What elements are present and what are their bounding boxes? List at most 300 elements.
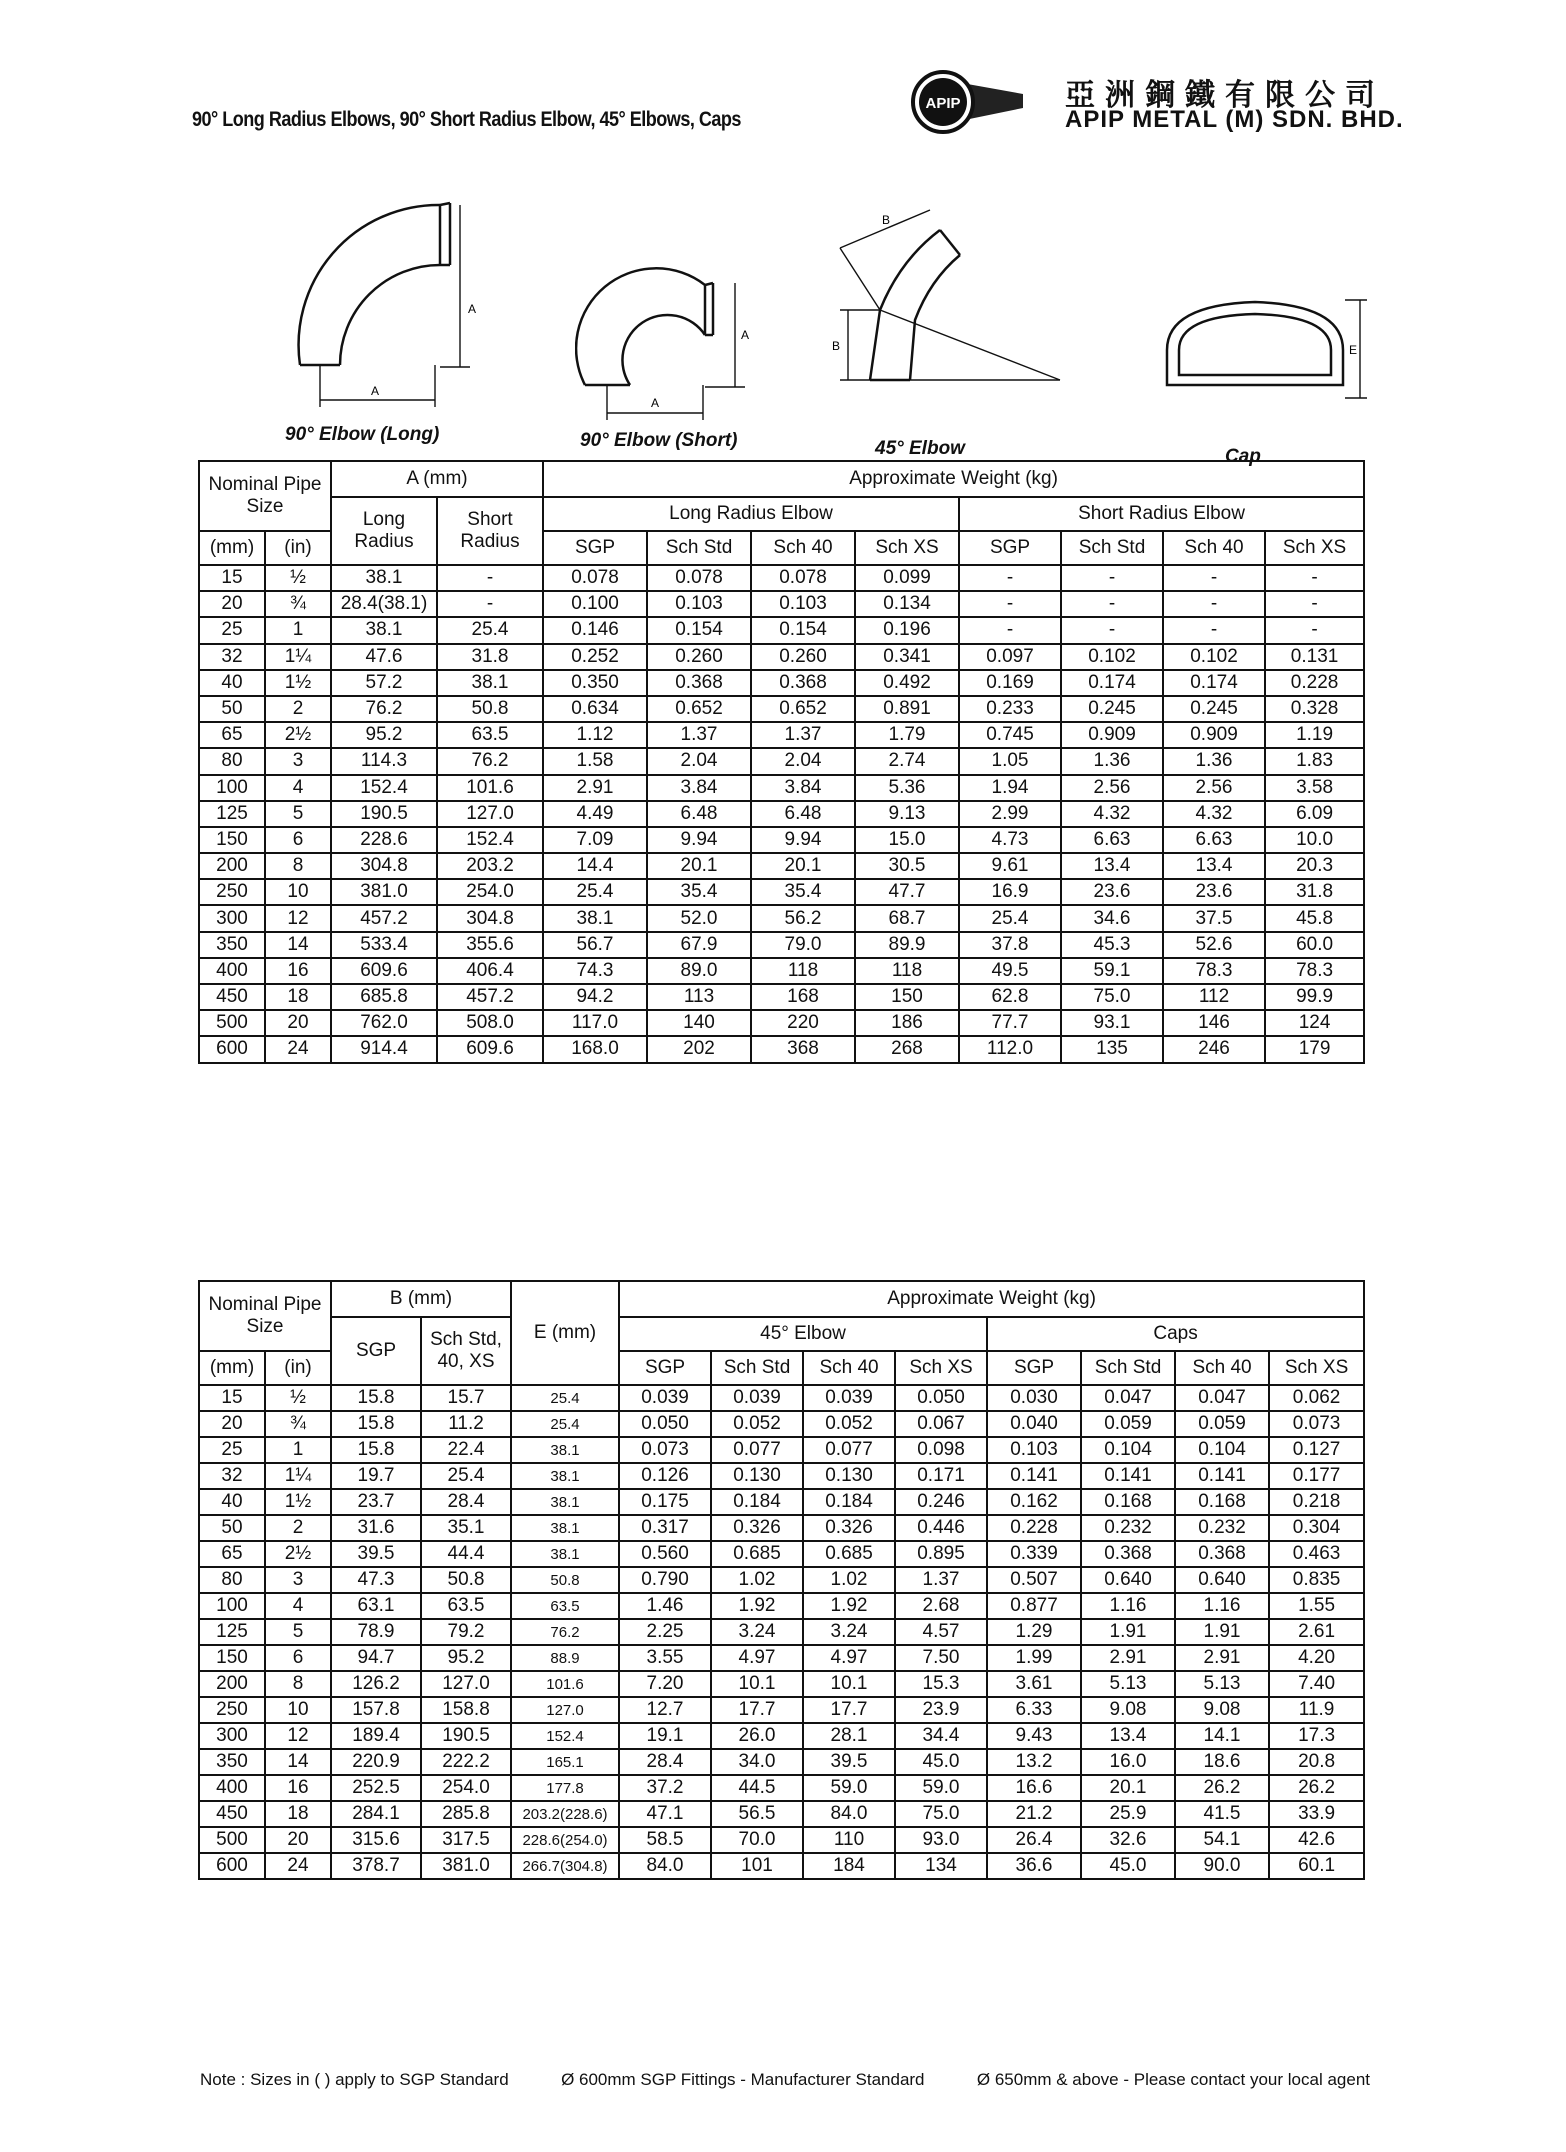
- table-cell: ¾: [265, 591, 331, 617]
- table-cell: 26.4: [987, 1827, 1081, 1853]
- table-cell: 101: [711, 1853, 803, 1879]
- table-cell: 80: [199, 1567, 265, 1593]
- table-cell: 45.0: [1081, 1853, 1175, 1879]
- table-cell: 0.146: [543, 617, 647, 643]
- table-cell: -: [1163, 617, 1265, 643]
- table-cell: 0.168: [1081, 1489, 1175, 1515]
- header-caps: Caps: [987, 1317, 1364, 1351]
- table-cell: 0.130: [711, 1463, 803, 1489]
- table-cell: 0.350: [543, 670, 647, 696]
- table-cell: -: [959, 617, 1061, 643]
- table-cell: 63.5: [421, 1593, 511, 1619]
- table-cell: 21.2: [987, 1801, 1081, 1827]
- table-cell: 203.2: [437, 853, 543, 879]
- table-cell: 20: [265, 1827, 331, 1853]
- table-cell: 38.1: [511, 1437, 619, 1463]
- table-row: [199, 1515, 1364, 1541]
- 45-elbow-caption: 45° Elbow: [875, 438, 965, 459]
- table-cell: 16.9: [959, 879, 1061, 905]
- table-cell: 254.0: [437, 879, 543, 905]
- table-cell: 1.99: [987, 1645, 1081, 1671]
- table-cell: 93.0: [895, 1827, 987, 1853]
- header-approx-weight: Approximate Weight (kg): [543, 461, 1364, 497]
- 45-elbow-diagram: [820, 200, 1080, 420]
- table-cell: 152.4: [331, 775, 437, 801]
- table-cell: 158.8: [421, 1697, 511, 1723]
- table-cell: 70.0: [711, 1827, 803, 1853]
- table-cell: 189.4: [331, 1723, 421, 1749]
- header-sub-3: Sch XS: [855, 531, 959, 565]
- table-cell: 19.1: [619, 1723, 711, 1749]
- table-cell: 101.6: [437, 775, 543, 801]
- table-cell: 0.154: [751, 617, 855, 643]
- table-cell: 10: [265, 879, 331, 905]
- header-mm: (mm): [199, 531, 265, 565]
- table-cell: 3.24: [711, 1619, 803, 1645]
- table-cell: 0.184: [711, 1489, 803, 1515]
- table-cell: 6.09: [1265, 801, 1364, 827]
- table-cell: 157.8: [331, 1697, 421, 1723]
- header-sub-7: Sch XS: [1265, 531, 1364, 565]
- table-cell: 350: [199, 1749, 265, 1775]
- header-sub-7: Sch XS: [1269, 1351, 1364, 1385]
- table-cell: 457.2: [437, 984, 543, 1010]
- header-sub-5: Sch Std: [1081, 1351, 1175, 1385]
- table-cell: 5.13: [1081, 1671, 1175, 1697]
- table-cell: 5: [265, 801, 331, 827]
- cap-caption: Cap: [1225, 446, 1261, 467]
- table-cell: 110: [803, 1827, 895, 1853]
- table-cell: 32: [199, 1463, 265, 1489]
- table-cell: 2: [265, 696, 331, 722]
- table-cell: 16: [265, 1775, 331, 1801]
- table-cell: 3.24: [803, 1619, 895, 1645]
- table-cell: 0.177: [1269, 1463, 1364, 1489]
- table-cell: 100: [199, 1593, 265, 1619]
- table-cell: 450: [199, 984, 265, 1010]
- table-cell: 0.260: [647, 644, 751, 670]
- table-cell: 50: [199, 1515, 265, 1541]
- table-row: [199, 748, 1364, 774]
- table-cell: 246: [1163, 1036, 1265, 1062]
- table-cell: 4.20: [1269, 1645, 1364, 1671]
- table-cell: 0.339: [987, 1541, 1081, 1567]
- table-cell: 0.685: [803, 1541, 895, 1567]
- table-cell: 317.5: [421, 1827, 511, 1853]
- table-cell: 4.97: [803, 1645, 895, 1671]
- table-cell: 0.047: [1175, 1385, 1269, 1411]
- table-cell: -: [1163, 565, 1265, 591]
- table-cell: 9.13: [855, 801, 959, 827]
- table-cell: 1.02: [711, 1567, 803, 1593]
- table-cell: 0.835: [1269, 1567, 1364, 1593]
- table-cell: 0.326: [711, 1515, 803, 1541]
- table-cell: 59.0: [895, 1775, 987, 1801]
- table-cell: -: [959, 591, 1061, 617]
- table-row: [199, 1619, 1364, 1645]
- table-cell: 50: [199, 696, 265, 722]
- table-cell: 88.9: [511, 1645, 619, 1671]
- footnotes: [200, 2070, 1370, 2090]
- table-cell: -: [1265, 565, 1364, 591]
- header-a-mm: A (mm): [331, 461, 543, 497]
- table-cell: 68.7: [855, 905, 959, 931]
- table-cell: 268: [855, 1036, 959, 1062]
- table-cell: ½: [265, 565, 331, 591]
- table-cell: 250: [199, 1697, 265, 1723]
- header-in-2: (in): [265, 1351, 331, 1385]
- table-row: [199, 1010, 1364, 1036]
- table-cell: 31.8: [437, 644, 543, 670]
- table-cell: 0.099: [855, 565, 959, 591]
- table-row: [199, 801, 1364, 827]
- table-cell: 3: [265, 1567, 331, 1593]
- table-cell: 47.7: [855, 879, 959, 905]
- table-cell: 0.368: [1081, 1541, 1175, 1567]
- table-cell: 0.246: [895, 1489, 987, 1515]
- table-cell: 63.1: [331, 1593, 421, 1619]
- table-cell: 2.91: [1175, 1645, 1269, 1671]
- table-cell: 1.16: [1081, 1593, 1175, 1619]
- header-in: (in): [265, 531, 331, 565]
- table-cell: 381.0: [331, 879, 437, 905]
- table-cell: 23.7: [331, 1489, 421, 1515]
- company-name-chinese: 亞洲鋼鐵有限公司: [1065, 78, 1385, 113]
- table-cell: 0.059: [1175, 1411, 1269, 1437]
- table-row: [199, 879, 1364, 905]
- table-cell: 15: [199, 565, 265, 591]
- table-cell: 26.0: [711, 1723, 803, 1749]
- table-cell: 222.2: [421, 1749, 511, 1775]
- table-cell: 12: [265, 1723, 331, 1749]
- table-cell: 0.050: [895, 1385, 987, 1411]
- header-sub-6: Sch 40: [1175, 1351, 1269, 1385]
- table-cell: 100: [199, 775, 265, 801]
- table-cell: 0.078: [543, 565, 647, 591]
- table-cell: 228.6: [331, 827, 437, 853]
- table-cell: 0.102: [1163, 644, 1265, 670]
- table-cell: 59.0: [803, 1775, 895, 1801]
- table-cell: 1.19: [1265, 722, 1364, 748]
- table-cell: 202: [647, 1036, 751, 1062]
- table-cell: 7.09: [543, 827, 647, 853]
- table-cell: 184: [803, 1853, 895, 1879]
- table-cell: 79.2: [421, 1619, 511, 1645]
- table-cell: 2.74: [855, 748, 959, 774]
- table-cell: 84.0: [619, 1853, 711, 1879]
- table-cell: 168.0: [543, 1036, 647, 1062]
- table-cell: 0.073: [1269, 1411, 1364, 1437]
- table-cell: 33.9: [1269, 1801, 1364, 1827]
- table-cell: 1.79: [855, 722, 959, 748]
- table-row: [199, 722, 1364, 748]
- table-cell: 0.171: [895, 1463, 987, 1489]
- table-cell: 0.228: [1265, 670, 1364, 696]
- table-cell: 186: [855, 1010, 959, 1036]
- table-row: [199, 1645, 1364, 1671]
- table-cell: 0.252: [543, 644, 647, 670]
- table-row: [199, 1411, 1364, 1437]
- table-cell: 0.174: [1163, 670, 1265, 696]
- table-cell: 127.0: [437, 801, 543, 827]
- header-sub-1: Sch Std: [711, 1351, 803, 1385]
- table-cell: 1.05: [959, 748, 1061, 774]
- table-cell: 47.6: [331, 644, 437, 670]
- header-sub-5: Sch Std: [1061, 531, 1163, 565]
- table-cell: 18.6: [1175, 1749, 1269, 1775]
- table-cell: ½: [265, 1385, 331, 1411]
- table-cell: 113: [647, 984, 751, 1010]
- table-cell: 1.37: [895, 1567, 987, 1593]
- table-row: [199, 1749, 1364, 1775]
- note-600mm: Ø 600mm SGP Fittings - Manufacturer Standard: [561, 2070, 925, 2089]
- table-cell: 0.100: [543, 591, 647, 617]
- table-row: [199, 1827, 1364, 1853]
- apip-logo: [905, 62, 1025, 142]
- table-cell: 5.13: [1175, 1671, 1269, 1697]
- table-cell: 457.2: [331, 905, 437, 931]
- elbow45-cap-weight-table: [198, 1280, 1365, 1880]
- table-cell: 13.4: [1081, 1723, 1175, 1749]
- table-cell: 285.8: [421, 1801, 511, 1827]
- table-cell: 0.184: [803, 1489, 895, 1515]
- table-cell: 1.46: [619, 1593, 711, 1619]
- table-cell: 77.7: [959, 1010, 1061, 1036]
- header-45-elbow: 45° Elbow: [619, 1317, 987, 1351]
- table-cell: 378.7: [331, 1853, 421, 1879]
- table-cell: 59.1: [1061, 958, 1163, 984]
- table-cell: 6: [265, 827, 331, 853]
- table-cell: 2½: [265, 722, 331, 748]
- table-cell: 609.6: [331, 958, 437, 984]
- table-row: [199, 1801, 1364, 1827]
- table-cell: -: [1265, 591, 1364, 617]
- table-cell: 56.7: [543, 932, 647, 958]
- table-cell: 20: [199, 1411, 265, 1437]
- long-elbow-dim-a: A: [370, 384, 380, 398]
- table-cell: 0.134: [855, 591, 959, 617]
- table-cell: 10.0: [1265, 827, 1364, 853]
- table-cell: 30.5: [855, 853, 959, 879]
- header-sub-6: Sch 40: [1163, 531, 1265, 565]
- table-cell: 60.1: [1269, 1853, 1364, 1879]
- table-cell: 0.446: [895, 1515, 987, 1541]
- table-cell: 1.91: [1081, 1619, 1175, 1645]
- table-cell: 20.1: [647, 853, 751, 879]
- table-cell: 38.1: [331, 617, 437, 643]
- table-cell: 2.25: [619, 1619, 711, 1645]
- table-cell: 38.1: [511, 1515, 619, 1541]
- table-cell: 126.2: [331, 1671, 421, 1697]
- table-cell: 117.0: [543, 1010, 647, 1036]
- table-cell: 101.6: [511, 1671, 619, 1697]
- table-cell: -: [1061, 565, 1163, 591]
- table-cell: 16.6: [987, 1775, 1081, 1801]
- table-cell: 13.2: [987, 1749, 1081, 1775]
- table-cell: 9.08: [1175, 1697, 1269, 1723]
- table-cell: 124: [1265, 1010, 1364, 1036]
- table-cell: 7.50: [895, 1645, 987, 1671]
- table-cell: 350: [199, 932, 265, 958]
- table-cell: 450: [199, 1801, 265, 1827]
- table-cell: 0.652: [647, 696, 751, 722]
- table-cell: 0.328: [1265, 696, 1364, 722]
- short-elbow-dim-a: A: [650, 396, 660, 410]
- table-cell: 6.48: [751, 801, 855, 827]
- table-cell: 0.492: [855, 670, 959, 696]
- table-cell: 0.067: [895, 1411, 987, 1437]
- table-cell: 1.37: [647, 722, 751, 748]
- table-cell: 14: [265, 932, 331, 958]
- table-cell: 84.0: [803, 1801, 895, 1827]
- table-cell: 38.1: [511, 1541, 619, 1567]
- table-cell: 2½: [265, 1541, 331, 1567]
- table-cell: 78.3: [1265, 958, 1364, 984]
- table-cell: 0.050: [619, 1411, 711, 1437]
- header-short-radius-elbow: Short Radius Elbow: [959, 497, 1364, 531]
- table-cell: 355.6: [437, 932, 543, 958]
- table-row: [199, 696, 1364, 722]
- table-cell: 28.4(38.1): [331, 591, 437, 617]
- table-cell: 1½: [265, 1489, 331, 1515]
- table-cell: 31.6: [331, 1515, 421, 1541]
- table-cell: 4.97: [711, 1645, 803, 1671]
- cap-diagram: [1155, 290, 1370, 410]
- table-cell: 9.94: [647, 827, 751, 853]
- table-cell: 25.9: [1081, 1801, 1175, 1827]
- table-cell: 0.463: [1269, 1541, 1364, 1567]
- table-cell: 13.4: [1061, 853, 1163, 879]
- table-cell: 20.1: [751, 853, 855, 879]
- table-cell: 36.6: [987, 1853, 1081, 1879]
- table-cell: 89.9: [855, 932, 959, 958]
- table-cell: 190.5: [421, 1723, 511, 1749]
- long-elbow-diagram: [270, 185, 490, 415]
- table-cell: 52.6: [1163, 932, 1265, 958]
- table-cell: 1.92: [711, 1593, 803, 1619]
- table-cell: 17.3: [1269, 1723, 1364, 1749]
- table-cell: -: [437, 565, 543, 591]
- table-cell: 368: [751, 1036, 855, 1062]
- table-cell: -: [1061, 591, 1163, 617]
- table-cell: 0.232: [1081, 1515, 1175, 1541]
- table-cell: 45.0: [895, 1749, 987, 1775]
- table-cell: 400: [199, 1775, 265, 1801]
- table-cell: 0.326: [803, 1515, 895, 1541]
- table-row: [199, 1437, 1364, 1463]
- table-cell: 6: [265, 1645, 331, 1671]
- table-cell: 0.507: [987, 1567, 1081, 1593]
- header-b-sgp: SGP: [331, 1317, 421, 1385]
- header-long-radius: Long Radius: [331, 497, 437, 565]
- table-cell: 28.4: [421, 1489, 511, 1515]
- table-cell: 0.103: [751, 591, 855, 617]
- header-e-mm: E (mm): [511, 1281, 619, 1385]
- table-cell: 0.175: [619, 1489, 711, 1515]
- table-cell: 39.5: [331, 1541, 421, 1567]
- table-row: [199, 1385, 1364, 1411]
- table-cell: 1.83: [1265, 748, 1364, 774]
- header-approx-weight-2: Approximate Weight (kg): [619, 1281, 1364, 1317]
- table-cell: 381.0: [421, 1853, 511, 1879]
- table-cell: 0.077: [711, 1437, 803, 1463]
- table-cell: 1½: [265, 670, 331, 696]
- table-cell: 2.91: [543, 775, 647, 801]
- table-cell: 168: [751, 984, 855, 1010]
- table-cell: 4.57: [895, 1619, 987, 1645]
- table-cell: 179: [1265, 1036, 1364, 1062]
- long-elbow-caption: 90° Elbow (Long): [285, 424, 440, 445]
- table-cell: 56.2: [751, 905, 855, 931]
- table-cell: 25.4: [959, 905, 1061, 931]
- table-cell: 10.1: [803, 1671, 895, 1697]
- table-cell: 18: [265, 984, 331, 1010]
- table-cell: 78.9: [331, 1619, 421, 1645]
- table-cell: 25.4: [511, 1411, 619, 1437]
- table-cell: 0.141: [1175, 1463, 1269, 1489]
- table-cell: 0.047: [1081, 1385, 1175, 1411]
- table-cell: 16.0: [1081, 1749, 1175, 1775]
- table-cell: 0.368: [751, 670, 855, 696]
- table-cell: 0.078: [751, 565, 855, 591]
- table-cell: 0.154: [647, 617, 751, 643]
- table-cell: 15.7: [421, 1385, 511, 1411]
- table-cell: 1.02: [803, 1567, 895, 1593]
- table-cell: 94.2: [543, 984, 647, 1010]
- table-row: [199, 1541, 1364, 1567]
- table-cell: 14.4: [543, 853, 647, 879]
- table-cell: 1: [265, 617, 331, 643]
- table-cell: 14: [265, 1749, 331, 1775]
- table-cell: 127.0: [511, 1697, 619, 1723]
- table-cell: 0.130: [803, 1463, 895, 1489]
- table-cell: 5: [265, 1619, 331, 1645]
- header-sub-3: Sch XS: [895, 1351, 987, 1385]
- table-cell: 62.8: [959, 984, 1061, 1010]
- table-cell: 114.3: [331, 748, 437, 774]
- table-cell: 2.56: [1061, 775, 1163, 801]
- short-elbow-caption: 90° Elbow (Short): [580, 430, 738, 451]
- table-row: [199, 1593, 1364, 1619]
- table-cell: 38.1: [511, 1489, 619, 1515]
- table-cell: 26.2: [1175, 1775, 1269, 1801]
- table-cell: 0.103: [987, 1437, 1081, 1463]
- table-cell: 47.3: [331, 1567, 421, 1593]
- header-b-sch: Sch Std, 40, XS: [421, 1317, 511, 1385]
- table-cell: 57.2: [331, 670, 437, 696]
- table-cell: 45.8: [1265, 905, 1364, 931]
- table-cell: 500: [199, 1010, 265, 1036]
- table-cell: 0.104: [1175, 1437, 1269, 1463]
- table-cell: 0.891: [855, 696, 959, 722]
- table-cell: 24: [265, 1036, 331, 1062]
- table-cell: 37.2: [619, 1775, 711, 1801]
- table-cell: 67.9: [647, 932, 751, 958]
- table-cell: 41.5: [1175, 1801, 1269, 1827]
- table-cell: 0.169: [959, 670, 1061, 696]
- table-cell: 0.341: [855, 644, 959, 670]
- table-cell: 32.6: [1081, 1827, 1175, 1853]
- table-cell: 25.4: [437, 617, 543, 643]
- table-cell: 1.92: [803, 1593, 895, 1619]
- table-cell: 685.8: [331, 984, 437, 1010]
- table-cell: 0.103: [647, 591, 751, 617]
- table-cell: 40: [199, 670, 265, 696]
- table-cell: 35.4: [647, 879, 751, 905]
- table-cell: 8: [265, 853, 331, 879]
- table-cell: 0.102: [1061, 644, 1163, 670]
- table-cell: 15.3: [895, 1671, 987, 1697]
